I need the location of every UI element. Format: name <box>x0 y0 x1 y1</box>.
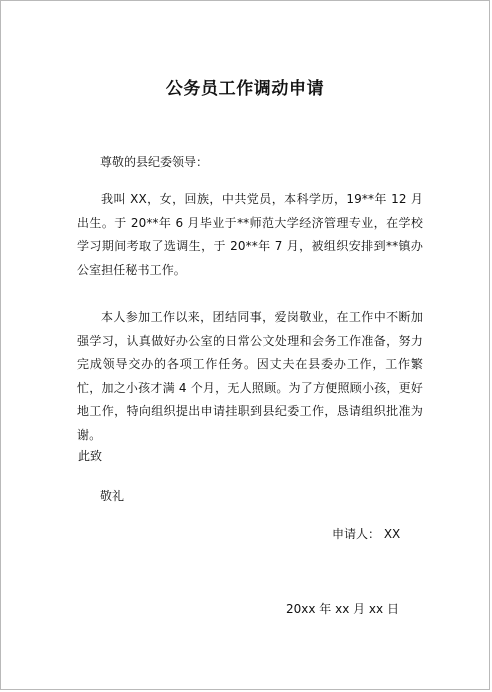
application-date: 20xx 年 xx 月 xx 日 <box>286 602 399 616</box>
closing-phrase: 此致 <box>78 449 103 463</box>
regards-phrase: 敬礼 <box>100 489 125 503</box>
body-paragraph-2: 本人参加工作以来，团结同事，爱岗敬业，在工作中不断加强学习，认真做好办公室的日常公文处理和会务工作准备，努力完成领导交办的各项工作任务。因丈夫在县委办工作，工作繁忙，加之小孩才满 4 个月，无人照顾。为了方便照顾小孩，更好地工作，特向组织提出申请挂职到县纪委工作，恳请组织批准为谢。 <box>77 310 423 442</box>
document-title: 公务员工作调动申请 <box>165 79 325 99</box>
salutation: 尊敬的县纪委领导： <box>100 155 209 169</box>
applicant-signature: 申请人： XX <box>332 527 401 541</box>
body-paragraph-1: 我叫 XX，女，回族，中共党员，本科学历，19**年 12 月出生。于 20**年 6 月毕业于**师范大学经济管理专业，在学校学习期间考取了选调生，于 20**年 7 月，被组织安排到**镇办公室担任秘书工作。 <box>77 192 423 277</box>
